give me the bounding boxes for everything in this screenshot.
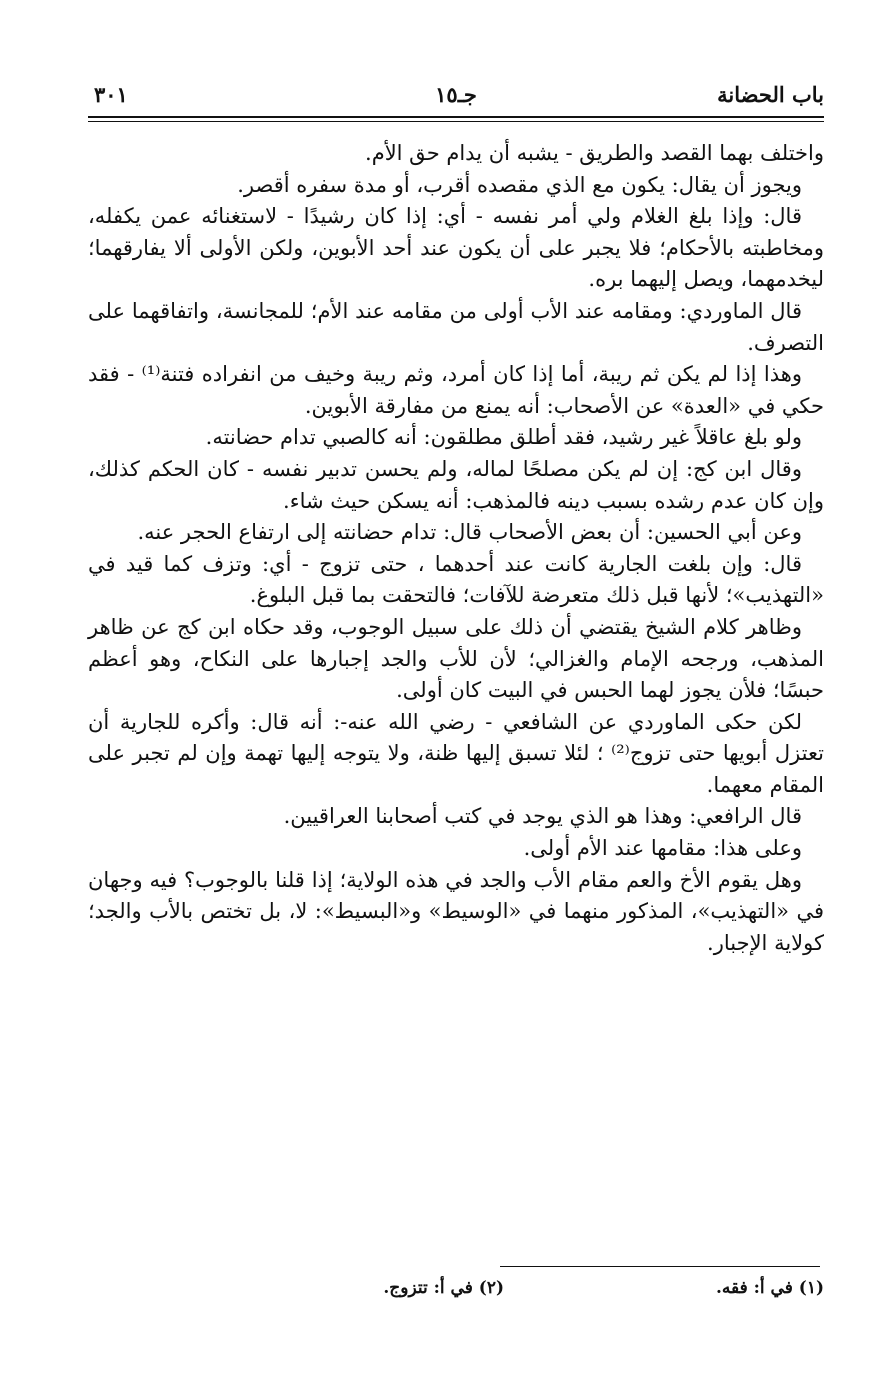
- page-number: ٣٠١: [94, 82, 128, 107]
- header-rule-thin: [88, 121, 824, 122]
- footnote-1: (١) في أ: فقه.: [715, 1278, 824, 1298]
- volume-number: جـ١٥: [435, 82, 477, 107]
- paragraph: واختلف بهما القصد والطريق - يشبه أن يدام حق الأم.: [365, 141, 824, 165]
- chapter-title: باب الحضانة: [717, 82, 824, 107]
- footnote-separator: [500, 1266, 820, 1267]
- paragraph: وظاهر كلام الشيخ يقتضي أن ذلك على سبيل الوجوب، وقد حكاه ابن كج عن ظاهر المذهب، ورجحه الإمام والغزالي؛ لأن للأب والجد إجبارها على النكاح، وهو أعظم حبسًا؛ فلأن يجوز لهما الحبس في البيت كان أولى.: [88, 614, 824, 703]
- paragraph: وعن أبي الحسين: أن بعض الأصحاب قال: تدام حضانته إلى ارتفاع الحجر عنه.: [137, 520, 802, 545]
- paragraph: قال الرافعي: وهذا هو الذي يوجد في كتب أصحابنا العراقيين.: [283, 804, 802, 829]
- paragraph: وقال ابن كج: إن لم يكن مصلحًا لماله، ولم يحسن تدبير نفسه - كان الحكم كذلك، وإن كان عدم رشده بسبب دينه فالمذهب: أنه يسكن حيث شاء.: [88, 456, 824, 513]
- paragraph: ولو بلغ عاقلاً غير رشيد، فقد أطلق مطلقون: أنه كالصبي تدام حضانته.: [205, 425, 802, 450]
- footnotes: [88, 1278, 824, 1310]
- paragraph: قال الماوردي: ومقامه عند الأب أولى من مقامه عند الأم؛ للمجانسة، واتفاقهما على التصرف.: [88, 298, 824, 355]
- paragraph: وهذا إذا لم يكن ثم ريبة، أما إذا كان أمرد، وثم ريبة وخيف من انفراده فتنة⁽¹⁾ - فقد حكي في «العدة» عن الأصحاب: أنه يمنع من مفارقة الأبوين.: [88, 362, 824, 418]
- paragraph: وهل يقوم الأخ والعم مقام الأب والجد في هذه الولاية؛ إذا قلنا بالوجوب؟ فيه وجهان في «التهذيب»، المذكور منهما في «الوسيط» و«البسيط»: لا، بل تختص بالأب والجد؛ كولاية الإجبار.: [88, 867, 824, 955]
- header-rule-thick: [88, 116, 824, 118]
- footnote-2: (٢) في أ: تتزوج.: [383, 1278, 504, 1298]
- paragraph: ويجوز أن يقال: يكون مع الذي مقصده أقرب، أو مدة سفره أقصر.: [237, 172, 802, 197]
- paragraph: وعلى هذا: مقامها عند الأم أولى.: [523, 836, 802, 861]
- paragraph: لكن حكى الماوردي عن الشافعي - رضي الله عنه-: أنه قال: وأكره للجارية أن تعتزل أبويها حتى تزوج⁽²⁾ ؛ لئلا تسبق إليها ظنة، ولا يتوجه إليها تهمة وإن لم تجبر على المقام معهما.: [88, 709, 824, 797]
- paragraph: قال: وإذا بلغ الغلام ولي أمر نفسه - أي: إذا كان رشيدًا - لاستغنائه عمن يكفله، ومخاطبته بالأحكام؛ فلا يجبر على أن يكون عند أحد الأبوين، ولكن الأولى ألا يفارقهما؛ ليخدمهما، ويصل إليهما بره.: [88, 204, 824, 292]
- paragraph: قال: وإن بلغت الجارية كانت عند أحدهما ، حتى تزوج - أي: وتزف كما قيد في «التهذيب»؛ لأنها قبل ذلك متعرضة للآفات؛ فالتحقت بما قبل البلوغ.: [88, 551, 824, 608]
- main-text: [88, 138, 824, 959]
- page-header: [88, 82, 824, 116]
